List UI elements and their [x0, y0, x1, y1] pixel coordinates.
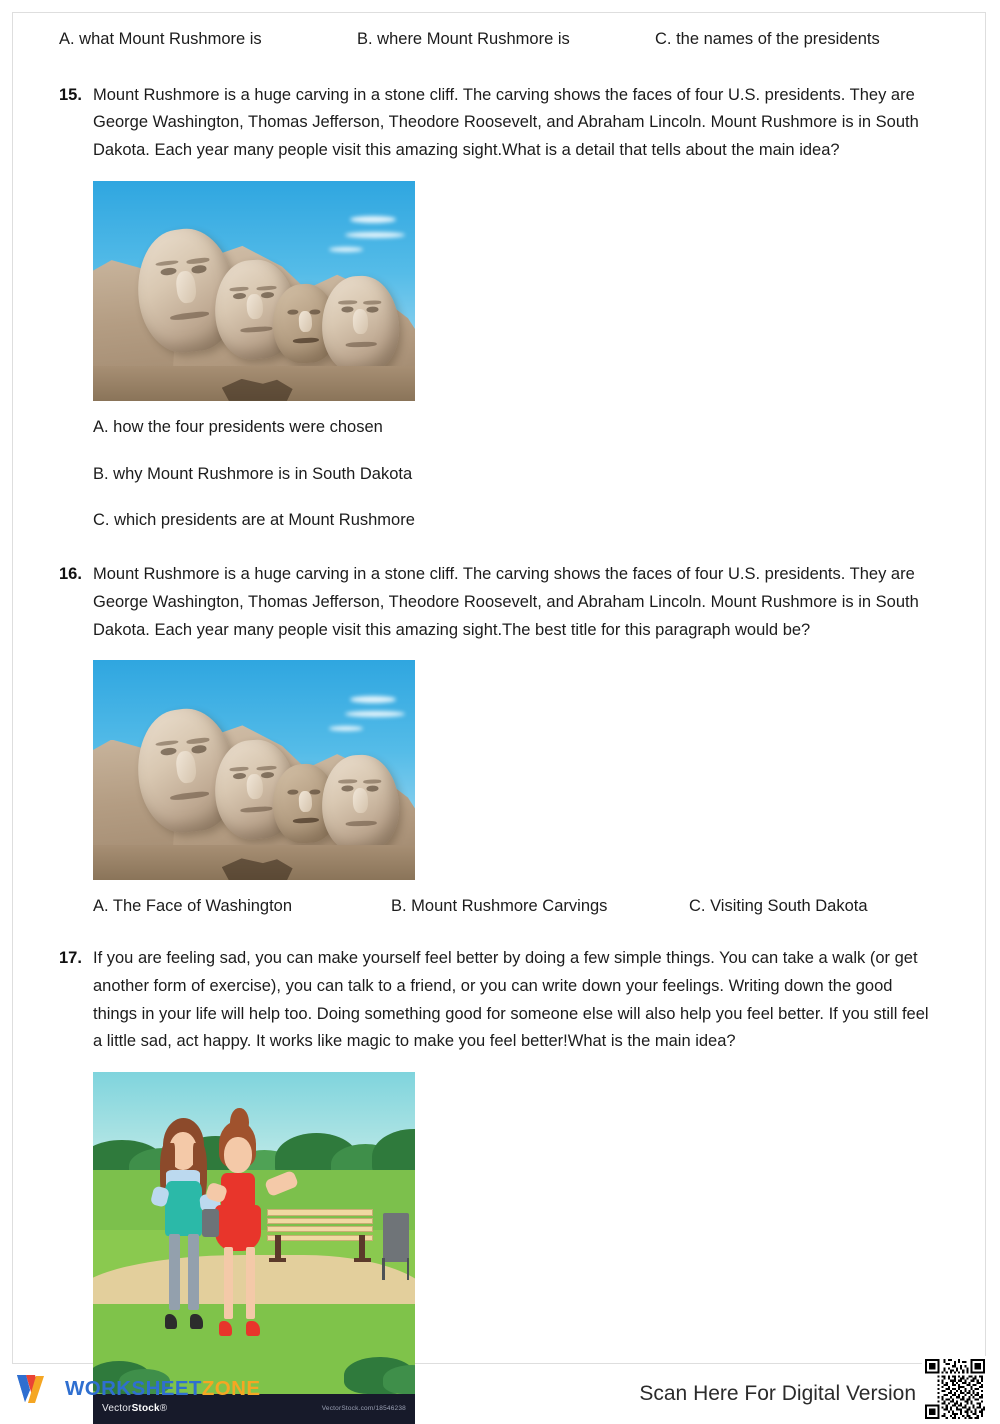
question-16-text: Mount Rushmore is a huge carving in a stone cliff. The carving shows the faces of four U.S. presidents. They are George Washington, Thomas Jefferson, Theodore Roosevelt, and Abraham Lincoln. Mount Rushmore is in South Dakota. Each year many people visit this amazing sight.The best title for this paragraph would be?: [93, 565, 919, 639]
page-footer: [0, 1366, 1000, 1414]
question-15-number: 15.: [59, 85, 82, 104]
question-15-option-c[interactable]: C. which presidents are at Mount Rushmore: [93, 511, 415, 530]
cloud-icon: [350, 216, 396, 223]
option-c[interactable]: C. the names of the presidents: [655, 30, 880, 48]
question-16-option-b[interactable]: B. Mount Rushmore Carvings: [391, 897, 608, 916]
cloud-icon: [329, 247, 363, 252]
question-16-image: [93, 660, 415, 880]
scan-here-text: Scan Here For Digital Version: [639, 1382, 916, 1405]
worksheet-zone-logo[interactable]: [14, 1372, 260, 1406]
watermark-url: VectorStock.com/18546238: [321, 1405, 406, 1413]
brand-wordmark: [65, 1377, 260, 1401]
question-15-options: [93, 415, 941, 533]
question-15-option-b[interactable]: B. why Mount Rushmore is in South Dakota: [93, 464, 413, 483]
brand-word-worksheet: WORKSHEET: [65, 1377, 202, 1400]
cloud-icon: [350, 696, 396, 703]
trash-bin: [383, 1213, 409, 1262]
question-16: [59, 561, 941, 919]
question-15: [59, 82, 941, 533]
option-b[interactable]: B. where Mount Rushmore is: [357, 30, 570, 48]
trash-bin-legs: [380, 1258, 412, 1279]
question-15-image: [93, 181, 415, 401]
person-in-red-dress: [199, 1125, 276, 1336]
question-16-number: 16.: [59, 565, 82, 584]
park-bench: [267, 1209, 373, 1262]
w-logo-icon: [14, 1372, 56, 1406]
question-17: [59, 945, 941, 1424]
watermark-brand: VectorStock®: [102, 1403, 168, 1415]
question-16-option-a[interactable]: A. The Face of Washington: [93, 897, 293, 916]
cloud-icon: [345, 232, 405, 238]
continued-options-row: [59, 27, 941, 52]
qr-code[interactable]: [922, 1356, 988, 1422]
brand-word-zone: ZONE: [201, 1377, 261, 1400]
option-a[interactable]: A. what Mount Rushmore is: [59, 30, 262, 48]
question-15-option-a[interactable]: A. how the four presidents were chosen: [93, 417, 383, 436]
question-16-options: [93, 894, 941, 919]
question-17-number: 17.: [59, 949, 82, 968]
question-17-text: If you are feeling sad, you can make yourself feel better by doing a few simple things. You can take a walk (or get another form of exercise), you can talk to a friend, or you can write down your feelings. Writing down the good things in your life will help too. Doing something good for someone else will also help you feel better. If you still feel a little sad, act happy. It works like magic to make you feel better!What is the main idea?: [93, 949, 929, 1051]
question-16-option-c[interactable]: C. Visiting South Dakota: [689, 897, 868, 916]
question-15-text: Mount Rushmore is a huge carving in a stone cliff. The carving shows the faces of four U.S. presidents. They are George Washington, Thomas Jefferson, Theodore Roosevelt, and Abraham Lincoln. Mount Rushmore is in South Dakota. Each year many people visit this amazing sight.What is a detail that tells about the main idea?: [93, 85, 919, 160]
cloud-icon: [345, 711, 405, 717]
